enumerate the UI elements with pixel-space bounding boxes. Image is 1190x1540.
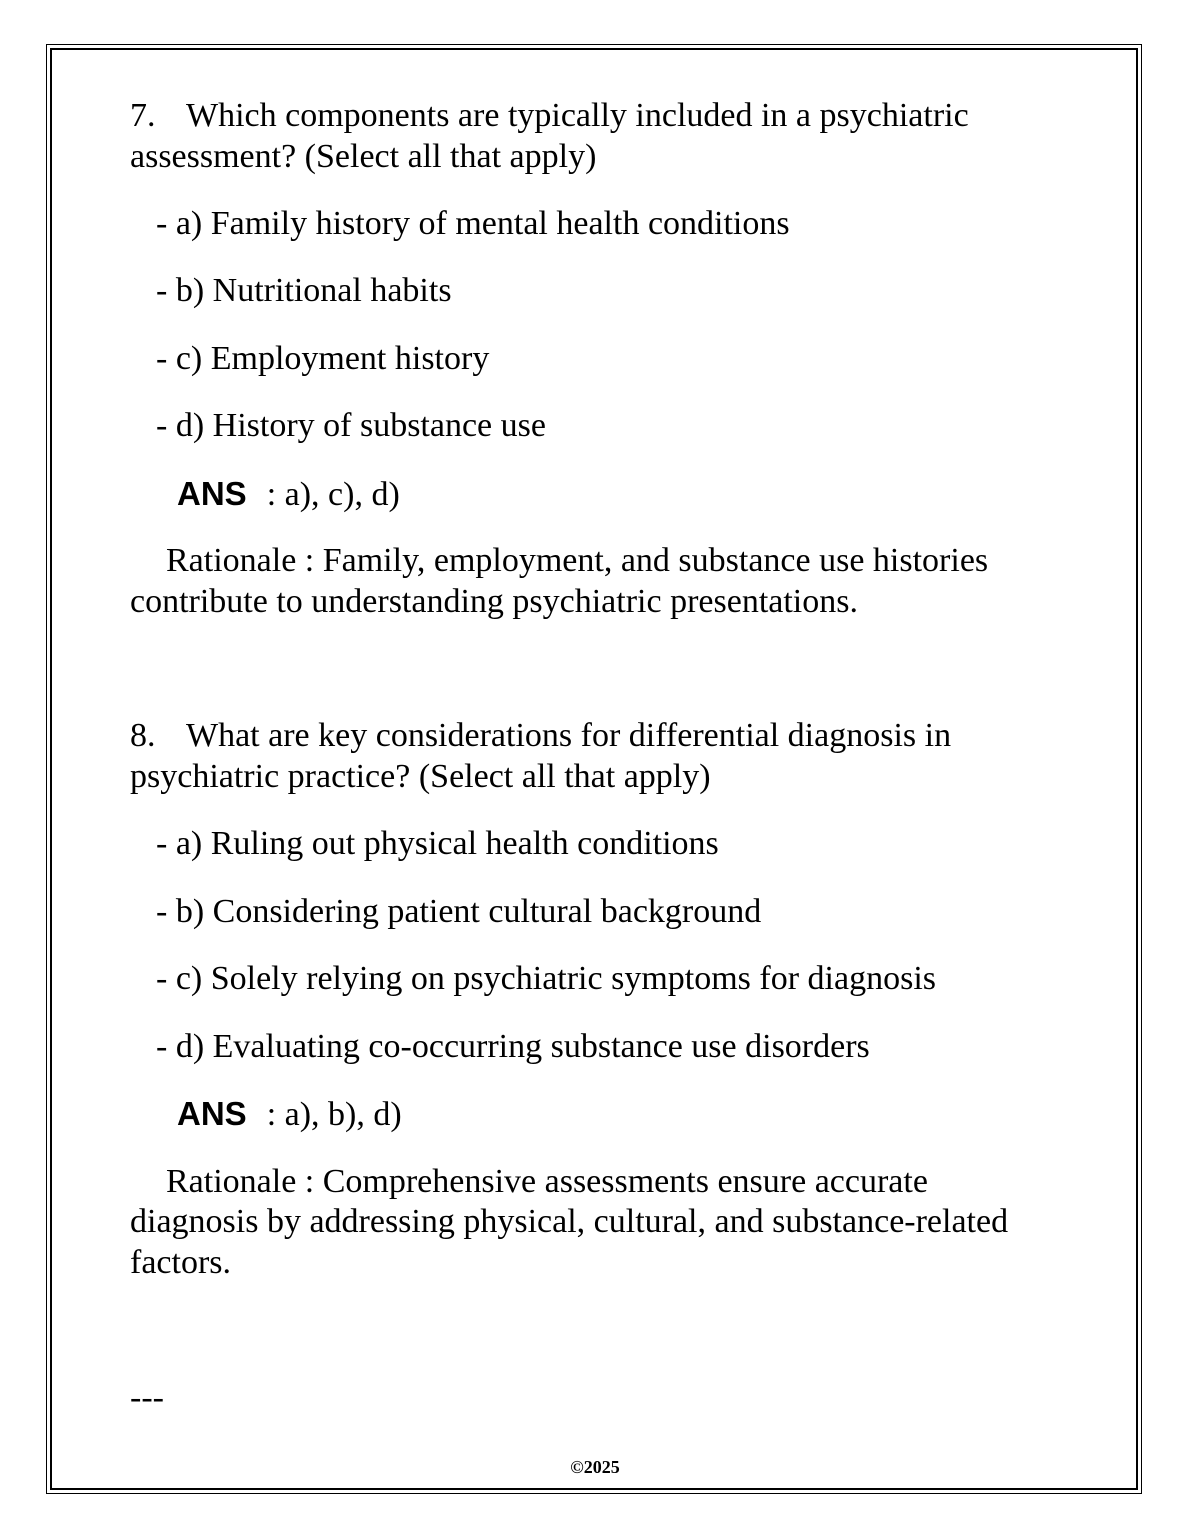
question-8-rationale-line-3: factors. [130, 1244, 232, 1281]
question-7-rationale-line-2: contribute to understanding psychiatric presentations. [130, 583, 858, 620]
question-8-option-a: - a) Ruling out physical health conditions [156, 825, 719, 862]
question-8-option-d: - d) Evaluating co-occurring substance use disorders [156, 1028, 870, 1065]
question-8-option-b: - b) Considering patient cultural background [156, 893, 762, 930]
question-7-line-2: assessment? (Select all that apply) [130, 138, 597, 175]
section-separator: --- [130, 1379, 164, 1416]
question-7-rationale-line-1: Rationale : Family, employment, and substance use histories [166, 542, 989, 579]
question-8-number: 8. [130, 717, 156, 754]
question-7-line-1 [130, 96, 969, 136]
question-8-answer [177, 1094, 402, 1135]
question-7-text-1: Which components are typically included in a psychiatric [186, 97, 969, 134]
answer-value: : a), b), d) [266, 1096, 402, 1133]
copyright-footer: ©2025 [570, 1457, 620, 1477]
answer-label: ANS [177, 1095, 247, 1132]
question-7-option-c: - c) Employment history [156, 340, 490, 377]
question-7-number: 7. [130, 97, 156, 134]
question-8-rationale-line-2: diagnosis by addressing physical, cultural, and substance-related [130, 1203, 1009, 1240]
question-8-line-1 [130, 716, 951, 756]
question-7-option-b: - b) Nutritional habits [156, 272, 452, 309]
question-8-rationale-line-1: Rationale : Comprehensive assessments ensure accurate [166, 1163, 928, 1200]
answer-value: : a), c), d) [266, 476, 400, 513]
question-8-line-2: psychiatric practice? (Select all that apply) [130, 758, 711, 795]
question-7-option-a: - a) Family history of mental health conditions [156, 205, 790, 242]
answer-label: ANS [177, 475, 247, 512]
question-8-option-c: - c) Solely relying on psychiatric symptoms for diagnosis [156, 960, 936, 997]
question-8-text-1: What are key considerations for differential diagnosis in [186, 717, 952, 754]
question-7-answer [177, 474, 400, 515]
question-7-option-d: - d) History of substance use [156, 407, 546, 444]
